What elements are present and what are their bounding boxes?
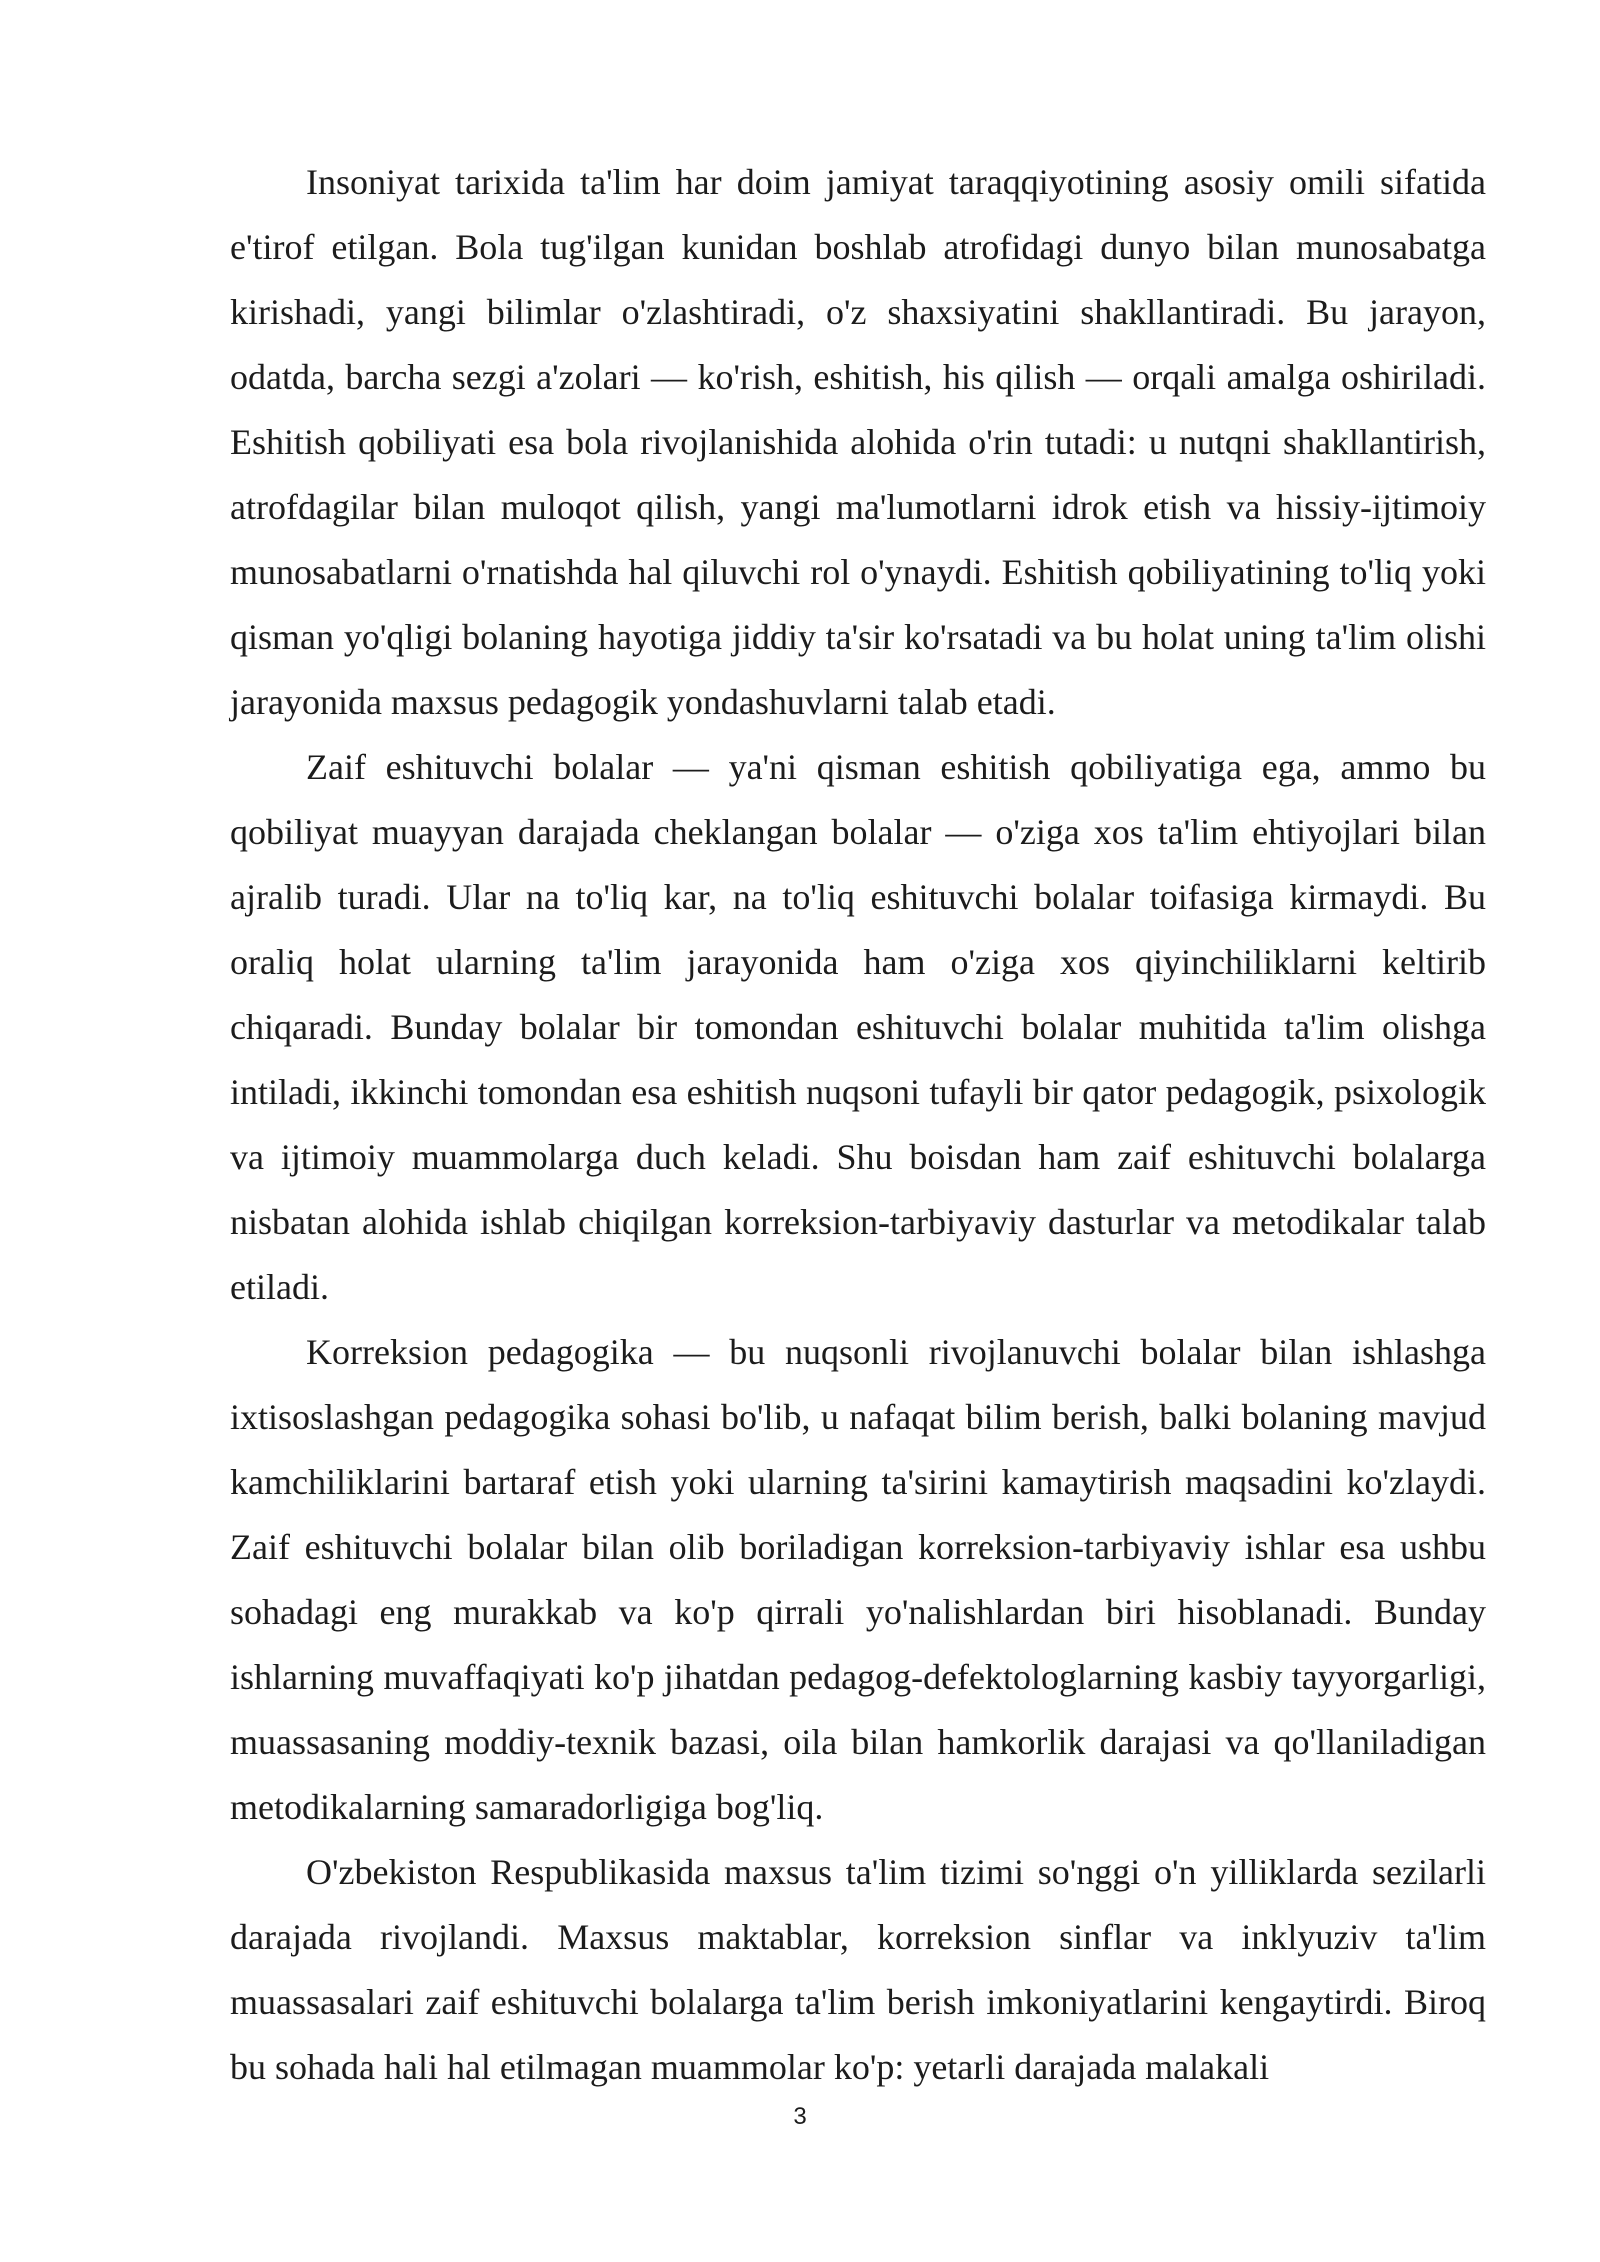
page-number: 3 [793,2103,807,2130]
paragraph: Zaif eshituvchi bolalar — ya'ni qisman eshitish qobiliyatiga ega, ammo bu qobiliyat muayyan darajada cheklangan bolalar — o'ziga xos ta'lim ehtiyojlari bilan ajralib turadi. Ular na to'liq kar, na to'liq eshituvchi bolalar toifasiga kirmaydi. Bu oraliq holat ularning ta'lim jarayonida ham o'ziga xos qiyinchiliklarni keltirib chiqaradi. Bunday bolalar bir tomondan eshituvchi bolalar muhitida ta'lim olishga intiladi, ikkinchi tomondan esa eshitish nuqsoni tufayli bir qator pedagogik, psixologik va ijtimoiy muammolarga duch keladi. Shu boisdan ham zaif eshituvchi bolalarga nisbatan alohida ishlab chiqilgan korreksion-tarbiyaviy dasturlar va metodikalar talab etiladi. [230,747,1486,1307]
document-body [230,150,1486,2100]
paragraph: Korreksion pedagogika — bu nuqsonli rivojlanuvchi bolalar bilan ishlashga ixtisoslashgan pedagogika sohasi bo'lib, u nafaqat bilim berish, balki bolaning mavjud kamchiliklarini bartaraf etish yoki ularning ta'sirini kamaytirish maqsadini ko'zlaydi. Zaif eshituvchi bolalar bilan olib boriladigan korreksion-tarbiyaviy ishlar esa ushbu sohadagi eng murakkab va ko'p qirrali yo'nalishlardan biri hisoblanadi. Bunday ishlarning muvaffaqiyati ko'p jihatdan pedagog-defektologlarning kasbiy tayyorgarligi, muassasaning moddiy-texnik bazasi, oila bilan hamkorlik darajasi va qo'llaniladigan metodikalarning samaradorligiga bog'liq. [230,1332,1486,1827]
paragraph: O'zbekiston Respublikasida maxsus ta'lim tizimi so'nggi o'n yilliklarda sezilarli darajada rivojlandi. Maxsus maktablar, korreksion sinflar va inklyuziv ta'lim muassasalari zaif eshituvchi bolalarga ta'lim berish imkoniyatlarini kengaytirdi. Biroq bu sohada hali hal etilmagan muammolar ko'p: yetarli darajada malakali [230,1852,1486,2087]
paragraph: Insoniyat tarixida ta'lim har doim jamiyat taraqqiyotining asosiy omili sifatida e'tirof etilgan. Bola tug'ilgan kunidan boshlab atrofidagi dunyo bilan munosabatga kirishadi, yangi bilimlar o'zlashtiradi, o'z shaxsiyatini shakllantiradi. Bu jarayon, odatda, barcha sezgi a'zolari — ko'rish, eshitish, his qilish — orqali amalga oshiriladi. Eshitish qobiliyati esa bola rivojlanishida alohida o'rin tutadi: u nutqni shakllantirish, atrofdagilar bilan muloqot qilish, yangi ma'lumotlarni idrok etish va hissiy-ijtimoiy munosabatlarni o'rnatishda hal qiluvchi rol o'ynaydi. Eshitish qobiliyatining to'liq yoki qisman yo'qligi bolaning hayotiga jiddiy ta'sir ko'rsatadi va bu holat uning ta'lim olishi jarayonida maxsus pedagogik yondashuvlarni talab etadi. [230,162,1486,722]
